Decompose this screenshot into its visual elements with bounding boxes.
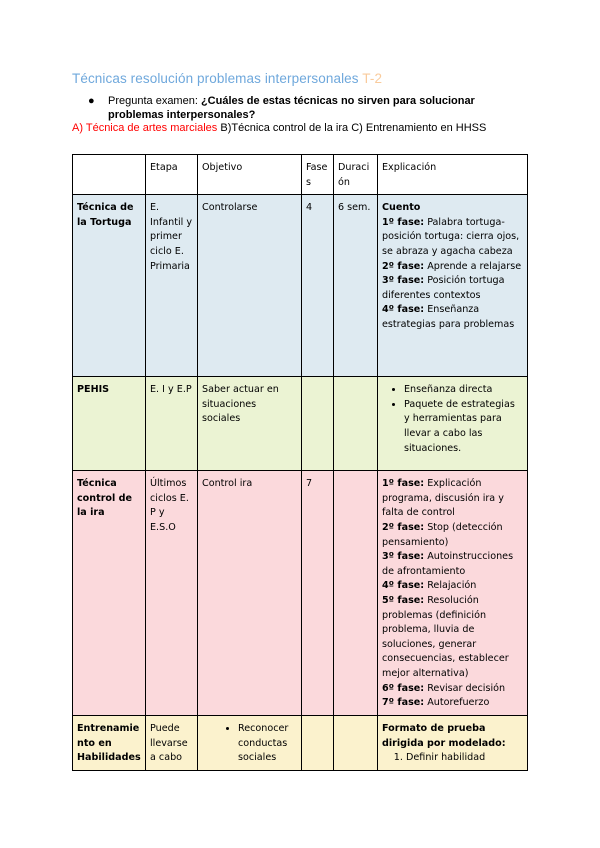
phase-text: Resolución problemas (definición problema, lluvia de soluciones, generar consecuencias, establecer mejor alternativa) bbox=[382, 594, 509, 679]
table-row bbox=[73, 716, 528, 771]
explicacion-cell bbox=[378, 377, 528, 471]
question-prefix: Pregunta examen: bbox=[108, 95, 201, 107]
phase-label: 4º fase: bbox=[382, 580, 425, 592]
technique-name: Técnica de la Tortuga bbox=[77, 202, 134, 228]
answer-a: A) Técnica de artes marciales bbox=[72, 122, 221, 134]
answer-b-c: B)Técnica control de la ira C) Entrenamiento en HHSS bbox=[220, 122, 487, 134]
phase-text: Autoinstrucciones de afrontamiento bbox=[382, 551, 514, 577]
objetivo-cell: Controlarse bbox=[198, 195, 302, 377]
etapa-cell: Últimos ciclos E. P y E.S.O bbox=[146, 471, 198, 716]
bullet-list bbox=[202, 722, 297, 766]
phase-label: 6º fase: bbox=[382, 682, 425, 694]
objetivo-cell bbox=[198, 716, 302, 771]
phase-text: Palabra tortuga-posición tortuga: cierra ojos, se abraza y agacha cabeza bbox=[382, 216, 520, 257]
phase-label: 2º fase: bbox=[382, 260, 425, 272]
phase-text: Aprende a relajarse bbox=[424, 260, 522, 272]
phase-line bbox=[382, 682, 523, 697]
phase-line bbox=[382, 303, 523, 332]
bullet-list bbox=[382, 383, 523, 456]
header-etapa: Etapa bbox=[146, 155, 198, 195]
technique-name: Técnica control de la ira bbox=[77, 478, 133, 519]
question-text: ¿Cuáles de estas técnicas no sirven para solucionar problemas interpersonales? bbox=[108, 95, 475, 121]
phase-text: Relajación bbox=[424, 580, 477, 592]
phase-label: 3º fase: bbox=[382, 551, 425, 563]
bullet-icon: ● bbox=[88, 95, 95, 107]
phase-line bbox=[382, 521, 523, 550]
explicacion-title: Formato de prueba dirigida por modelado: bbox=[382, 723, 506, 749]
phase-label: 4º fase: bbox=[382, 304, 425, 316]
fases-cell: 7 bbox=[302, 471, 334, 716]
numbered-list bbox=[382, 751, 523, 766]
duracion-cell: 6 sem. bbox=[334, 195, 378, 377]
phase-label: 2º fase: bbox=[382, 521, 425, 533]
table-row bbox=[73, 377, 528, 471]
duracion-cell bbox=[334, 471, 378, 716]
phase-label: 1º fase: bbox=[382, 216, 425, 228]
etapa-cell: E. Infantil y primer ciclo E. Primaria bbox=[146, 195, 198, 377]
etapa-cell: E. I y E.P bbox=[146, 377, 198, 471]
phase-text: Autorefuerzo bbox=[424, 697, 490, 709]
table-row bbox=[73, 471, 528, 716]
phase-label: 5º fase: bbox=[382, 594, 425, 606]
table-header-row bbox=[73, 155, 528, 195]
phase-line bbox=[382, 260, 523, 275]
list-item: 1. Definir habilidad bbox=[406, 751, 523, 766]
explicacion-cell bbox=[378, 195, 528, 377]
phase-line bbox=[382, 550, 523, 579]
header-fases: Fases bbox=[302, 155, 334, 195]
objetivo-cell: Control ira bbox=[198, 471, 302, 716]
phase-text: Enseñanza estrategias para problemas bbox=[382, 304, 515, 330]
phase-line bbox=[382, 477, 523, 521]
title-text: Técnicas resolución problemas interpersonales bbox=[72, 71, 363, 86]
objetivo-cell: Saber actuar en situaciones sociales bbox=[198, 377, 302, 471]
explicacion-cell bbox=[378, 716, 528, 771]
header-duracion: Duración bbox=[334, 155, 378, 195]
explicacion-title: Cuento bbox=[382, 202, 421, 214]
fases-cell: 4 bbox=[302, 195, 334, 377]
phase-text: Revisar decisión bbox=[424, 682, 506, 694]
technique-name: PEHIS bbox=[77, 384, 110, 396]
header-cell bbox=[73, 155, 146, 195]
phase-line bbox=[382, 579, 523, 594]
phase-text: Explicación programa, discusión ira y falta de control bbox=[382, 478, 504, 519]
duracion-cell bbox=[334, 716, 378, 771]
phase-label: 3º fase: bbox=[382, 275, 425, 287]
phase-line bbox=[382, 274, 523, 303]
phase-line bbox=[382, 216, 523, 260]
phase-text: Posición tortuga diferentes contextos bbox=[382, 275, 505, 301]
fases-cell bbox=[302, 377, 334, 471]
duracion-cell bbox=[334, 377, 378, 471]
phase-line bbox=[382, 696, 523, 711]
phase-label: 1º fase: bbox=[382, 478, 425, 490]
exam-question bbox=[88, 94, 508, 122]
phase-text: Stop (detección pensamiento) bbox=[382, 521, 503, 548]
title-topic-number: T-2 bbox=[362, 71, 383, 86]
phase-label: 7º fase: bbox=[382, 697, 425, 709]
technique-name: Entrenamiento en Habilidades bbox=[77, 723, 141, 764]
techniques-table bbox=[72, 154, 528, 771]
page-title bbox=[72, 71, 382, 86]
explicacion-cell bbox=[378, 471, 528, 716]
answer-options bbox=[72, 122, 486, 134]
header-objetivo: Objetivo bbox=[198, 155, 302, 195]
header-explicacion: Explicación bbox=[378, 155, 528, 195]
table-row bbox=[73, 195, 528, 377]
list-item: • Enseñanza directa bbox=[404, 383, 523, 398]
phase-line bbox=[382, 594, 523, 682]
list-item: • Paquete de estrategias y herramientas para llevar a cabo las situaciones. bbox=[404, 398, 523, 456]
etapa-cell: Puede llevarse a cabo bbox=[146, 716, 198, 771]
list-item: • Reconocer conductas sociales bbox=[238, 722, 297, 766]
fases-cell bbox=[302, 716, 334, 771]
